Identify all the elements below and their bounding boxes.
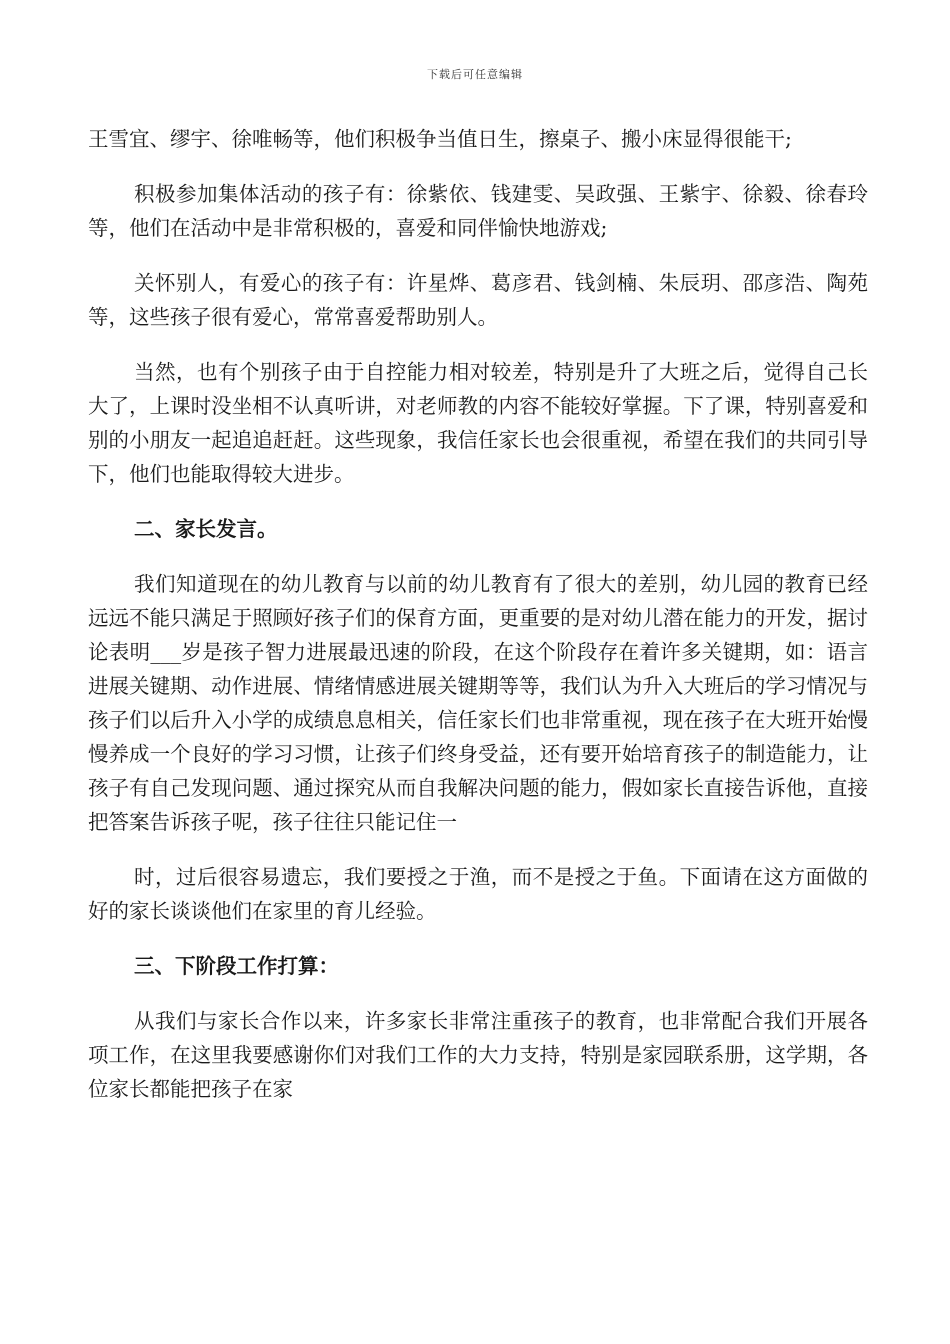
paragraph-early-education: 我们知道现在的幼儿教育与以前的幼儿教育有了很大的差别，幼儿园的教育已经远远不能只满足于照顾好孩子们的保育方面，更重要的是对幼儿潜在能力的开发，据讨论表明___岁是孩子智力进展最迅速的阶段，在这个阶段存在着许多关键期，如：语言进展关键期、动作进展、情绪情感进展关键期等等，我们认为升入大班后的学习情况与孩子们以后升入小学的成绩息息相关，信任家长们也非常重视，现在孩子在大班开始慢慢养成一个良好的学习习惯，让孩子们终身受益，还有要开始培育孩子的制造能力，让孩子有自己发现问题、通过探究从而自我解决问题的能力，假如家长直接告诉他，直接把答案告诉孩子呢，孩子往往只能记住一 [88, 572, 868, 834]
section-heading-parent-speech: 二、家长发言。 [134, 517, 278, 541]
paragraph-teach-fishing: 时，过后很容易遗忘，我们要授之于渔，而不是授之于鱼。下面请在这方面做的好的家长谈谈他们在家里的育儿经验。 [88, 865, 868, 923]
paragraph-group-activities: 积极参加集体活动的孩子有：徐紫依、钱建雯、吴政强、王紫宇、徐毅、徐春玲等，他们在活动中是非常积极的，喜爱和同伴愉快地游戏; [88, 182, 868, 240]
paragraph-cooperation: 从我们与家长合作以来，许多家长非常注重孩子的教育，也非常配合我们开展各项工作，在这里我要感谢你们对我们工作的大力支持，特别是家园联系册，这学期，各位家长都能把孩子在家 [88, 1009, 868, 1101]
paragraph-caring: 关怀别人，有爱心的孩子有：许星烨、葛彦君、钱剑楠、朱辰玥、邵彦浩、陶苑等，这些孩子很有爱心，常常喜爱帮助别人。 [88, 271, 868, 329]
page-header: 下载后可任意编辑 [427, 68, 523, 81]
paragraph-self-control: 当然，也有个别孩子由于自控能力相对较差，特别是升了大班之后，觉得自己长大了，上课时没坐相不认真听讲，对老师教的内容不能较好掌握。下了课，特别喜爱和别的小朋友一起追追赶赶。这些现象，我信任家长也会很重视，希望在我们的共同引导下，他们也能取得较大进步。 [88, 360, 868, 486]
section-heading-next-plan: 三、下阶段工作打算： [134, 954, 339, 978]
document-body [88, 122, 868, 1127]
paragraph-duty: 王雪宜、缪宇、徐唯畅等，他们积极争当值日生，擦桌子、搬小床显得很能干; [88, 127, 792, 151]
